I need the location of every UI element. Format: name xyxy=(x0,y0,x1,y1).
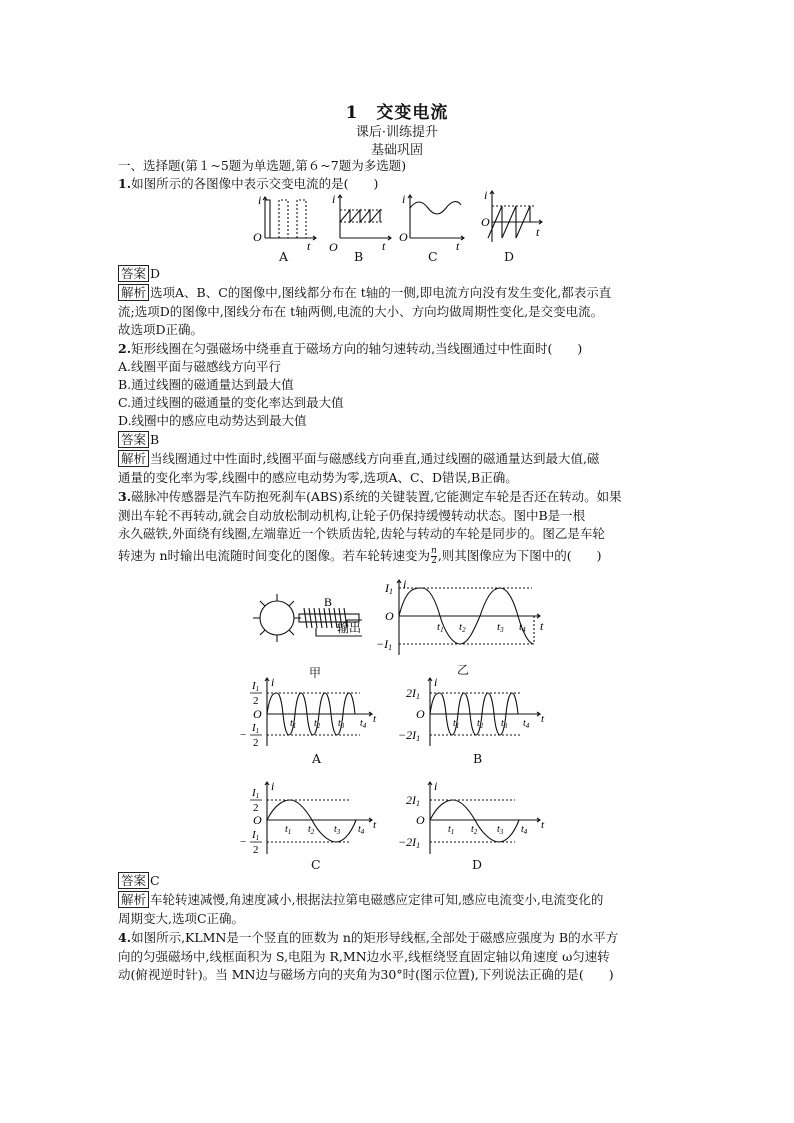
origin-label: O xyxy=(385,609,394,623)
svg-text:t3: $t_3$ xyxy=(338,718,345,730)
q4-stem-line-1 xyxy=(118,929,618,947)
svg-text:t4: $t_4$ xyxy=(523,718,530,730)
half-amp-den: 2 xyxy=(253,802,259,814)
q4-stem-line-2: 向的匀强磁场中,线框面积为 S,电阻为 R,MN边水平,线框绕竖直固定轴以角速度 ω匀速转 xyxy=(118,949,610,964)
origin-label: O xyxy=(481,215,490,229)
q2-option-a: A.线圈平面与磁感线方向平行 xyxy=(118,359,282,374)
neg-two-amp-label: −2I1 xyxy=(398,835,421,850)
neg-half-amp-den: 2 xyxy=(253,737,259,749)
magnet-label: B xyxy=(324,595,333,609)
axis-t-label: t xyxy=(382,239,386,253)
svg-text:t3: $t_3$ xyxy=(334,824,341,836)
origin-label: O xyxy=(253,230,262,244)
svg-text:t4: $t_4$ xyxy=(358,824,365,836)
tick-t4: t4 xyxy=(519,621,526,634)
half-amp-num: I1 xyxy=(252,787,260,800)
neg-half-amp-num: I1 xyxy=(252,829,260,842)
page-title: 1 交变电流 xyxy=(345,103,449,123)
q3-stem-line-1 xyxy=(118,488,622,506)
axis-i-label: i xyxy=(484,188,488,202)
figure-jia-label: 甲 xyxy=(309,666,322,680)
q4-text-1: 如图所示,KLMN是一个竖直的匝数为 n的矩形导线框,全部处于磁感应强度为 B的水平方 xyxy=(131,930,619,945)
q3-analysis-line-1 xyxy=(118,891,603,909)
q3-option-b-graph xyxy=(400,676,550,748)
q2-option-d: D.线圈中的感应电动势达到最大值 xyxy=(118,413,307,428)
fraction-numerator: n xyxy=(431,546,437,556)
subtitle-basics: 基础巩固 xyxy=(370,143,423,158)
svg-text:t3: $t_3$ xyxy=(497,824,504,836)
two-amp-label: 2I1 xyxy=(406,686,420,701)
q1-analysis-line-2: 流;选项D的图像中,图线分布在 t轴两侧,电流的大小、方向均做周期性变化,是交变电流。 xyxy=(118,304,604,319)
half-amp-den: 2 xyxy=(253,695,259,707)
axis-t-label: t xyxy=(536,225,540,239)
axis-i-label: i xyxy=(332,192,336,206)
svg-text:t1: $t_1$ xyxy=(453,718,460,730)
q2-answer xyxy=(118,431,159,449)
q2-answer-value: B xyxy=(150,432,160,447)
q2-option-c: C.通过线圈的磁通量的变化率达到最大值 xyxy=(118,395,344,410)
origin-label: O xyxy=(329,240,338,254)
q1-answer xyxy=(118,265,160,283)
tick-t3: t3 xyxy=(497,621,504,634)
axis-t-label: t xyxy=(541,713,545,725)
tick-t2: t2 xyxy=(459,621,466,634)
q3-stem-line-3: 永久磁铁,外面绕有线圈,左端靠近一个铁质齿轮,齿轮与转动的车轮是同步的。图乙是车轮 xyxy=(118,526,605,541)
q1-analysis-text-1: 选项A、B、C的图像中,图线都分布在 t轴的一侧,即电流方向没有发生变化,都表示直 xyxy=(150,285,612,300)
tick-t1: t1 xyxy=(437,621,444,634)
minus-sign: − xyxy=(240,729,247,741)
analysis-tag: 解析 xyxy=(118,450,149,467)
answer-tag: 答案 xyxy=(118,265,149,282)
q3-answer-value: C xyxy=(150,873,160,888)
svg-text:t2: $t_2$ xyxy=(308,824,315,836)
q2-stem xyxy=(118,340,582,358)
q2-text: 矩形线圈在匀强磁场中绕垂直于磁场方向的轴匀速转动,当线圈通过中性面时( ) xyxy=(131,341,583,356)
axis-i-label: i xyxy=(403,577,407,591)
axis-t-label: t xyxy=(373,819,377,831)
q3-label-a: A xyxy=(312,751,322,766)
q4-number: 4. xyxy=(118,930,132,945)
figure-yi-label: 乙 xyxy=(457,663,470,677)
neg-amp-label: −I1 xyxy=(376,637,393,652)
gear-circle xyxy=(260,601,294,635)
axis-i-label: i xyxy=(434,675,438,689)
q2-number: 2. xyxy=(118,341,132,356)
axis-i-label: i xyxy=(434,779,438,793)
axis-t-label: t xyxy=(456,239,460,253)
q1-graph-c xyxy=(398,192,468,253)
q2-option-b: B.通过线圈的磁通量达到最大值 xyxy=(118,377,294,392)
q3-text-4a: 转速为 n时输出电流随时间变化的图像。若车轮转速变为 xyxy=(118,548,431,563)
answer-tag: 答案 xyxy=(118,872,149,889)
q1-analysis-line-3: 故选项D正确。 xyxy=(118,322,204,337)
q1-number: 1. xyxy=(118,176,132,191)
neg-half-amp-num: I1 xyxy=(252,722,260,735)
fraction-n-over-2 xyxy=(431,547,437,566)
q1-graph-b xyxy=(325,192,395,254)
q3-option-d-graph xyxy=(400,780,550,856)
svg-text:t1: $t_1$ xyxy=(290,718,297,730)
svg-text:t2: $t_2$ xyxy=(314,718,321,730)
figure-yi-graph xyxy=(376,577,552,658)
axis-t-label: t xyxy=(373,713,377,725)
q1-analysis-line-1 xyxy=(118,284,611,302)
q3-stem-line-4 xyxy=(118,547,602,566)
q3-option-a-graph xyxy=(240,676,380,748)
q1-graph-a xyxy=(250,192,320,253)
axis-i-label: i xyxy=(402,192,406,206)
q1-label-b: B xyxy=(354,249,364,264)
q1-graph-d xyxy=(478,188,548,246)
q2-analysis-text-1: 当线圈通过中性面时,线圈平面与磁感线方向垂直,通过线圈的磁通量达到最大值,磁 xyxy=(150,451,600,466)
svg-text:t4: $t_4$ xyxy=(521,824,528,836)
axis-t-label: t xyxy=(541,819,545,831)
origin-label: O xyxy=(399,230,408,244)
q3-label-b: B xyxy=(473,751,483,766)
section-heading: 一、选择题(第１~5题为单选题,第６~7题为多选题) xyxy=(118,158,407,173)
amp-label: I1 xyxy=(385,581,393,596)
q2-analysis-line-1 xyxy=(118,450,599,468)
q1-label-c: C xyxy=(428,249,438,264)
origin-label: O xyxy=(416,813,425,827)
axis-t-label: t xyxy=(540,619,544,633)
two-amp-label: 2I1 xyxy=(406,793,420,808)
q3-text-1: 磁脉冲传感器是汽车防抱死刹车(ABS)系统的关键装置,它能测定车轮是否还在转动。如果 xyxy=(131,489,622,504)
subtitle-after-class: 课后·训练提升 xyxy=(355,125,439,140)
q3-number: 3. xyxy=(118,489,132,504)
analysis-tag: 解析 xyxy=(118,284,149,301)
svg-text:t2: $t_2$ xyxy=(477,718,484,730)
svg-text:t1: $t_1$ xyxy=(448,824,455,836)
axis-i-label: i xyxy=(271,675,275,689)
figure-jia-gear-magnet xyxy=(252,588,382,650)
neg-half-amp-den: 2 xyxy=(253,844,259,856)
q1-label-d: D xyxy=(504,249,515,264)
q1-label-a: A xyxy=(279,249,289,264)
neg-two-amp-label: −2I1 xyxy=(398,728,421,743)
origin-label: O xyxy=(253,813,262,827)
axis-i-label: i xyxy=(258,193,262,207)
half-amp-num: I1 xyxy=(252,680,260,693)
q3-label-c: C xyxy=(311,857,321,872)
minus-sign: − xyxy=(240,836,247,848)
q4-stem-line-3: 动(俯视逆时针)。当 MN边与磁场方向的夹角为30°时(图示位置),下列说法正确的是( ) xyxy=(118,967,614,982)
analysis-tag: 解析 xyxy=(118,891,149,908)
q1-stem xyxy=(118,175,378,193)
axis-i-label: i xyxy=(271,779,275,793)
q3-analysis-line-2: 周期变大,选项C正确。 xyxy=(118,911,245,926)
answer-tag: 答案 xyxy=(118,431,149,448)
origin-label: O xyxy=(416,707,425,721)
q3-analysis-text-1: 车轮转速减慢,角速度减小,根据法拉第电磁感应定律可知,感应电流变小,电流变化的 xyxy=(150,892,604,907)
origin-label: O xyxy=(253,707,262,721)
svg-text:t4: $t_4$ xyxy=(360,718,367,730)
q3-option-c-graph xyxy=(240,780,380,856)
q2-analysis-line-2: 通量的变化率为零,线圈中的感应电动势为零,选项A、C、D错误,B正确。 xyxy=(118,470,518,485)
svg-text:t2: $t_2$ xyxy=(471,824,478,836)
axis-t-label: t xyxy=(307,239,311,253)
svg-text:t3: $t_3$ xyxy=(501,718,508,730)
q3-label-d: D xyxy=(472,857,483,872)
q1-text: 如图所示的各图像中表示交变电流的是( ) xyxy=(131,176,379,191)
q3-answer xyxy=(118,872,160,890)
fraction-denominator: 2 xyxy=(431,556,437,566)
svg-text:t1: $t_1$ xyxy=(285,824,292,836)
output-label: 输出 xyxy=(337,621,362,635)
q3-stem-line-2: 测出车轮不再转动,就会自动放松制动机构,让轮子仍保持缓慢转动状态。图中B是一根 xyxy=(118,508,586,523)
q1-answer-value: D xyxy=(150,266,161,281)
q3-text-4b: ,则其图像应为下图中的( ) xyxy=(437,548,602,563)
